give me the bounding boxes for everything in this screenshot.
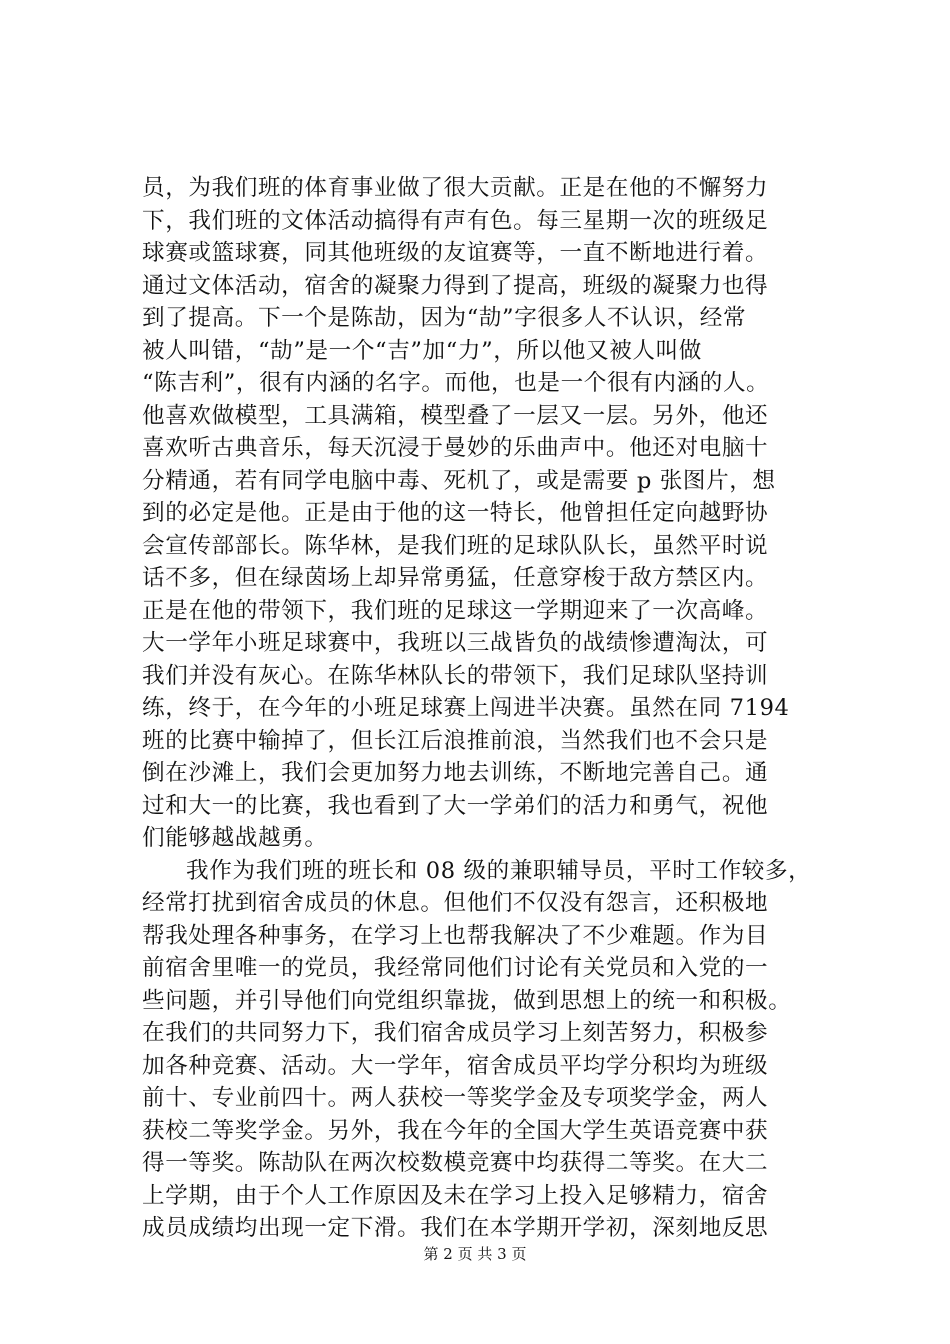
text-line: 话不多，但在绿茵场上却异常勇猛，任意穿梭于敌方禁区内。	[142, 565, 769, 591]
text-line: 正是在他的带领下，我们班的足球这一学期迎来了一次高峰。	[142, 597, 769, 624]
text-line: 前十、专业前四十。两人获校一等奖学金及专项奖学金，两人	[142, 1085, 769, 1111]
text-line: 下，我们班的文体活动搞得有声有色。每三星期一次的班级足	[142, 207, 769, 234]
text-line: 会宣传部部长。陈华林，是我们班的足球队队长，虽然平时说	[142, 532, 769, 559]
text-line: 分精通，若有同学电脑中毒、死机了，或是需要 p 张图片，想	[142, 467, 776, 494]
text-line: 获校二等奖学金。另外，我在今年的全国大学生英语竞赛中获	[142, 1117, 769, 1144]
document-body	[142, 172, 842, 1245]
text-line: 大一学年小班足球赛中，我班以三战皆负的战绩惨遭淘汰，可	[142, 630, 769, 656]
text-line: 到了提高。下一个是陈劼，因为“劼”字很多人不认识，经常	[142, 305, 747, 331]
text-line: 到的必定是他。正是由于他的这一特长，他曾担任定向越野协	[142, 500, 769, 526]
text-line: 帮我处理各种事务，在学习上也帮我解决了不少难题。作为目	[142, 922, 769, 949]
text-line: 球赛或篮球赛，同其他班级的友谊赛等，一直不断地进行着。	[142, 240, 769, 266]
text-line: 们能够越战越勇。	[142, 825, 328, 851]
text-line: 些问题，并引导他们向党组织靠拢，做到思想上的统一和积极。	[142, 987, 792, 1014]
text-line: 成员成绩均出现一定下滑。我们在本学期开学初，深刻地反思	[142, 1215, 769, 1241]
page-number-footer: 第 2 页 共 3 页	[423, 1245, 527, 1263]
text-line: 练，终于，在今年的小班足球赛上闯进半决赛。虽然在同 7194	[142, 695, 790, 721]
text-line: 经常打扰到宿舍成员的休息。但他们不仅没有怨言，还积极地	[142, 890, 769, 916]
text-line: 被人叫错，“劼”是一个“吉”加“力”，所以他又被人叫做	[142, 337, 702, 364]
paragraph-class-monitor	[142, 855, 842, 1245]
text-line: 前宿舍里唯一的党员，我经常同他们讨论有关党员和入党的一	[142, 955, 769, 981]
text-line: 在我们的共同努力下，我们宿舍成员学习上刻苦努力，积极参	[142, 1020, 769, 1046]
text-line: 过和大一的比赛，我也看到了大一学弟们的活力和勇气，祝他	[142, 792, 769, 819]
paragraph-continued	[142, 172, 842, 855]
text-line: 员，为我们班的体育事业做了很大贡献。正是在他的不懈努力	[142, 175, 769, 201]
text-line-indented: 我作为我们班的班长和 08 级的兼职辅导员，平时工作较多，	[186, 857, 812, 884]
text-line: 加各种竞赛、活动。大一学年，宿舍成员平均学分积均为班级	[142, 1052, 769, 1079]
text-line: 他喜欢做模型，工具满箱，模型叠了一层又一层。另外，他还	[142, 402, 769, 429]
text-line: 上学期，由于个人工作原因及未在学习上投入足够精力，宿舍	[142, 1182, 769, 1209]
text-line: 通过文体活动，宿舍的凝聚力得到了提高，班级的凝聚力也得	[142, 272, 769, 299]
text-line: 班的比赛中输掉了，但长江后浪推前浪，当然我们也不会只是	[142, 727, 769, 754]
text-line: 我们并没有灰心。在陈华林队长的带领下，我们足球队坚持训	[142, 662, 769, 689]
text-line: “陈吉利”，很有内涵的名字。而他，也是一个很有内涵的人。	[142, 370, 770, 396]
text-line: 得一等奖。陈劼队在两次校数模竞赛中均获得二等奖。在大二	[142, 1150, 769, 1176]
text-line: 倒在沙滩上，我们会更加努力地去训练，不断地完善自己。通	[142, 760, 769, 786]
text-line: 喜欢听古典音乐，每天沉浸于曼妙的乐曲声中。他还对电脑十	[142, 435, 769, 461]
